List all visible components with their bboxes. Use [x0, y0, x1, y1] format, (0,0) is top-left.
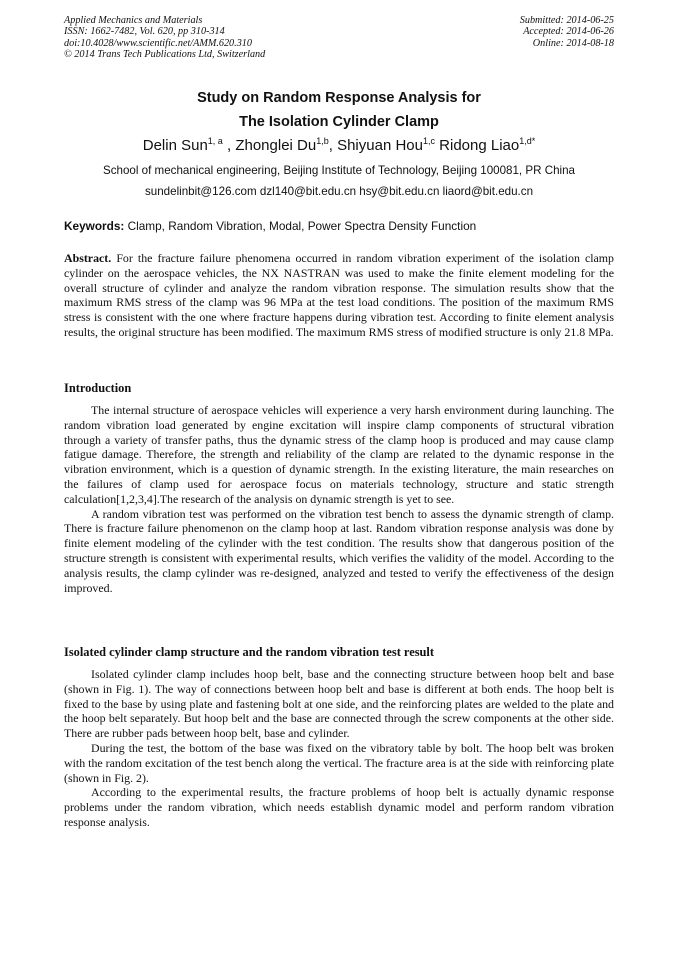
- clamp-structure-section: [64, 667, 614, 830]
- journal-name: Applied Mechanics and Materials: [64, 15, 203, 26]
- keywords-text: Clamp, Random Vibration, Modal, Power Spectra Density Function: [127, 219, 477, 233]
- submitted-date: Submitted: 2014-06-25: [519, 15, 614, 26]
- author-list: Delin Sun$^{1, a}$ , Zhonglei Du$^{1,b}$, Shiyuan Hou$^{1,c}$ Ridong Liao$^{1,d*}$: [142, 136, 536, 154]
- paragraph: A random vibration test was performed on the vibration test bench to assess the dynamic strength of clamp. There is fracture failure phenomenon on the clamp hoop at last. Random vibration response analysis was done by finite element modeling of the cylinder with the test condition. The results show that dangerous position of the structure strength is consistent with experimental results, which verifies the validity of the model. According to the analysis results, the clamp cylinder was re-designed, analyzed and tested to verify the effectiveness of the design improved.: [64, 506, 614, 595]
- online-date: Online: 2014-08-18: [532, 37, 614, 49]
- journal-doi: doi:10.4028/www.scientific.net/AMM.620.310: [64, 37, 252, 49]
- author-name: Delin Sun: [142, 137, 208, 154]
- keywords-label: Keywords:: [64, 219, 125, 233]
- journal-issn: ISSN: 1662-7482, Vol. 620, pp 310-314: [64, 26, 225, 38]
- author-name: Shiyuan Hou: [337, 137, 423, 154]
- submission-dates: [520, 15, 614, 49]
- paragraph: The internal structure of aerospace vehicles will experience a very harsh environment during launching. The random vibration load generated by engine excitation will inspire clamp components of structural vibration through a variety of transfer paths, thus the dynamic stress of the clamp hoop is produced and may cause clamp fatigue damage. Therefore, the strength and reliability of the clamp are related to the dynamic response in the vibration environment, which is a question of dynamic strength. In the existing literature, the main researches on the failures of clamp used for aerospace focus on materials technology, structure and static strength calculation[1,2,3,4].The research of the analysis on dynamic strength is yet to see.: [64, 403, 614, 506]
- author-name: Zhonglei Du: [235, 137, 317, 154]
- accepted-date: Accepted: 2014-06-26: [523, 26, 614, 38]
- author-affiliation-mark: 1,d*: [519, 136, 536, 146]
- author-name: Ridong Liao: [439, 137, 520, 154]
- affiliation: School of mechanical engineering, Beijing Institute of Technology, Beijing 100081, PR China: [103, 164, 575, 177]
- paragraph: During the test, the bottom of the base was fixed on the vibratory table by bolt. The hoop belt was broken with the random excitation of the test bench along the vertical. The fracture area is at the side with reinforcing plate (shown in Fig. 2).: [64, 740, 614, 785]
- abstract-label: Abstract.: [64, 251, 112, 265]
- paragraph: According to the experimental results, the fracture problems of hoop belt is actually dynamic response problems under the random vibration, which needs establish dynamic model and perform random vibration response analysis.: [64, 785, 614, 829]
- section-heading-introduction: Introduction: [64, 381, 132, 395]
- journal-info: [64, 15, 265, 61]
- author-affiliation-mark: 1, a: [207, 136, 223, 146]
- paper-title-line-2: The Isolation Cylinder Clamp: [239, 114, 439, 130]
- author-affiliation-mark: 1,b: [316, 136, 329, 146]
- abstract: [64, 251, 614, 340]
- paragraph: Isolated cylinder clamp includes hoop belt, base and the connecting structure between hoop belt and base (shown in Fig. 1). The way of connections between hoop belt and base is different at both ends. The hoop belt is fixed to the base by using plate and fastening bolt at one side, and the reinforcing plates are welded to the plate and the hoop belt separately. But hoop belt and the base are connected through the screw components at the other side. There are rubber pads between hoop belt, base and cylinder.: [64, 667, 614, 741]
- paper-title-line-1: Study on Random Response Analysis for: [197, 90, 481, 106]
- introduction-section: [64, 403, 614, 595]
- journal-copyright: © 2014 Trans Tech Publications Ltd, Switzerland: [64, 49, 266, 61]
- author-affiliation-mark: 1,c: [422, 136, 435, 146]
- section-heading-clamp-structure: Isolated cylinder clamp structure and the random vibration test result: [64, 645, 434, 659]
- abstract-text: For the fracture failure phenomena occurred in random vibration experiment of the isolation clamp cylinder on the aerospace vehicles, the NX NASTRAN was used to make the finite element modeling for the overall structure of cylinder and analyze the random vibration response. The simulation results show that the maximum RMS stress of the clamp was 96 MPa at the test load conditions. The position of the maximum RMS stress is consistent with the one where fracture happens during vibration test. According to finite element analysis results, the original structure has been modified. The maximum RMS stress of modified structure is only 21.8 MPa.: [64, 251, 615, 339]
- keywords: [64, 219, 616, 234]
- author-emails: sundelinbit@126.com dzl140@bit.edu.cn hsy@bit.edu.cn liaord@bit.edu.cn: [144, 185, 534, 198]
